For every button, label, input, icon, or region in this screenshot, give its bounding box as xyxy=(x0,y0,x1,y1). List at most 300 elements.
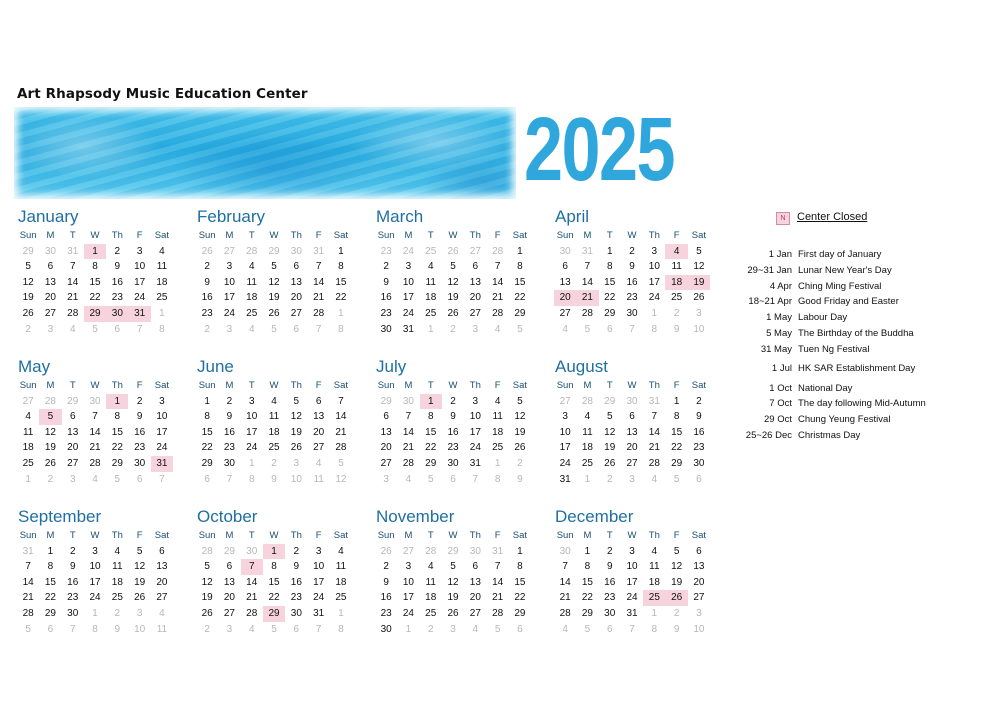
weekday-label: Th xyxy=(111,530,123,541)
weekday-label: Th xyxy=(469,380,481,391)
day-cell: 20 xyxy=(290,292,302,304)
day-cell: 21 xyxy=(246,592,258,604)
adjacent-month-day: 28 xyxy=(492,245,504,257)
day-cell: 17 xyxy=(313,576,325,588)
adjacent-month-day: 24 xyxy=(402,245,414,257)
day-cell: 21 xyxy=(559,592,571,604)
day-cell: 17 xyxy=(648,276,660,288)
day-cell: 4 xyxy=(114,545,121,557)
day-cell: 24 xyxy=(559,457,571,469)
weekday-label: M xyxy=(583,530,592,541)
day-cell: 9 xyxy=(383,576,389,588)
day-cell: 12 xyxy=(290,411,302,423)
weekday-label: T xyxy=(248,380,255,391)
month-title: July xyxy=(376,357,407,376)
day-cell: 31 xyxy=(559,473,571,485)
weekday-label: Th xyxy=(648,380,660,391)
day-cell: 29 xyxy=(514,607,526,619)
day-cell: 3 xyxy=(92,545,98,557)
weekday-label: Sun xyxy=(198,380,216,391)
holiday-name: Chung Yeung Festival xyxy=(798,414,891,426)
adjacent-month-day: 5 xyxy=(494,623,501,635)
day-cell: 25 xyxy=(156,292,168,304)
day-cell: 9 xyxy=(204,276,210,288)
day-cell: 13 xyxy=(313,411,325,423)
adjacent-month-day: 2 xyxy=(204,323,210,335)
day-cell: 10 xyxy=(223,276,235,288)
day-cell: 7 xyxy=(405,411,412,423)
weekday-label: T xyxy=(427,230,434,241)
week-row xyxy=(554,544,714,560)
adjacent-month-day: 6 xyxy=(114,323,121,335)
day-cell: 28 xyxy=(492,607,504,619)
day-cell: 14 xyxy=(246,576,258,588)
center-closed-marker: N xyxy=(776,212,790,225)
day-cell: 15 xyxy=(201,426,213,438)
day-cell: 24 xyxy=(469,442,481,454)
day-cell: 6 xyxy=(472,261,479,273)
day-cell: 23 xyxy=(626,292,638,304)
day-cell: 30 xyxy=(626,307,638,319)
day-cell: 3 xyxy=(405,261,412,273)
day-cell: 12 xyxy=(514,411,526,423)
adjacent-month-day: 5 xyxy=(114,473,121,485)
day-cell: 18 xyxy=(268,426,280,438)
closed-day: 1 xyxy=(263,544,285,560)
day-cell: 9 xyxy=(450,411,456,423)
weekday-header xyxy=(375,528,535,544)
adjacent-month-day: 2 xyxy=(25,323,31,335)
month-title: May xyxy=(18,357,51,376)
day-cell: 10 xyxy=(559,426,571,438)
weekday-label: Sun xyxy=(377,530,395,541)
day-cell: 10 xyxy=(402,276,414,288)
week-row xyxy=(196,456,356,472)
day-cell: 16 xyxy=(380,592,392,604)
day-cell: 3 xyxy=(136,245,143,257)
day-cell: 21 xyxy=(335,426,347,438)
adjacent-month-day: 8 xyxy=(338,623,344,635)
day-cell: 19 xyxy=(268,292,280,304)
day-cell: 30 xyxy=(447,457,459,469)
adjacent-month-day: 6 xyxy=(293,623,300,635)
day-cell: 27 xyxy=(469,607,481,619)
month-title: April xyxy=(555,207,590,226)
day-cell: 2 xyxy=(136,395,143,407)
day-cell: 1 xyxy=(204,395,210,407)
week-row xyxy=(554,394,714,410)
day-cell: 3 xyxy=(248,395,255,407)
month-november xyxy=(375,506,535,637)
weekday-label: M xyxy=(404,230,413,241)
day-cell: 17 xyxy=(134,276,146,288)
day-cell: 31 xyxy=(469,457,481,469)
weekday-label: T xyxy=(427,530,434,541)
adjacent-month-day: 30 xyxy=(290,245,302,257)
weekday-header xyxy=(375,228,535,244)
weekday-label: Sun xyxy=(198,230,216,241)
day-cell: 27 xyxy=(156,592,168,604)
week-row xyxy=(554,559,714,575)
week-row xyxy=(375,259,535,275)
day-cell: 9 xyxy=(383,276,389,288)
adjacent-month-day: 27 xyxy=(469,245,481,257)
day-cell: 28 xyxy=(246,607,258,619)
adjacent-month-day: 7 xyxy=(315,323,322,335)
day-cell: 7 xyxy=(69,261,76,273)
holiday-date: 1 Oct xyxy=(769,382,792,394)
holiday-name: The Birthday of the Buddha xyxy=(798,327,914,339)
day-cell: 31 xyxy=(626,607,638,619)
adjacent-month-day: 4 xyxy=(494,323,501,335)
day-cell: 5 xyxy=(271,261,277,273)
day-cell: 30 xyxy=(134,457,146,469)
day-cell: 30 xyxy=(380,323,392,335)
adjacent-month-day: 9 xyxy=(673,323,680,335)
week-row xyxy=(554,606,714,622)
week-row xyxy=(375,425,535,441)
week-row xyxy=(375,322,535,338)
adjacent-month-day: 9 xyxy=(114,623,121,635)
day-cell: 31 xyxy=(313,607,325,619)
day-cell: 8 xyxy=(204,411,210,423)
day-cell: 13 xyxy=(693,561,705,573)
adjacent-month-day: 28 xyxy=(201,545,213,557)
day-cell: 23 xyxy=(134,442,146,454)
day-cell: 27 xyxy=(44,307,56,319)
day-cell: 13 xyxy=(44,276,56,288)
adjacent-month-day: 7 xyxy=(629,323,635,335)
adjacent-month-day: 4 xyxy=(92,473,98,485)
week-row xyxy=(375,394,535,410)
day-cell: 18 xyxy=(425,592,437,604)
weekday-label: Sat xyxy=(691,380,707,391)
week-row xyxy=(375,409,535,425)
day-cell: 11 xyxy=(649,561,660,573)
day-cell: 29 xyxy=(514,307,526,319)
weekday-label: M xyxy=(46,530,55,541)
adjacent-month-day: 6 xyxy=(696,473,702,485)
week-row xyxy=(17,440,177,456)
year-title: 2025 xyxy=(524,100,674,200)
day-cell: 6 xyxy=(472,561,479,573)
day-cell: 4 xyxy=(584,411,591,423)
day-cell: 22 xyxy=(335,292,347,304)
adjacent-month-day: 9 xyxy=(673,623,680,635)
day-cell: 12 xyxy=(44,426,56,438)
day-cell: 5 xyxy=(673,545,680,557)
weekday-label: Sun xyxy=(377,230,395,241)
day-cell: 10 xyxy=(313,561,325,573)
adjacent-month-day: 30 xyxy=(559,245,571,257)
adjacent-month-day: 1 xyxy=(338,607,344,619)
day-cell: 9 xyxy=(293,561,300,573)
adjacent-month-day: 26 xyxy=(201,245,213,257)
holiday-date: 18~21 Apr xyxy=(748,296,792,308)
day-cell: 22 xyxy=(671,442,683,454)
week-row xyxy=(375,559,535,575)
weekday-label: W xyxy=(269,380,279,391)
day-cell: 17 xyxy=(559,442,571,454)
adjacent-month-day: 8 xyxy=(651,623,658,635)
adjacent-month-day: 30 xyxy=(246,545,258,557)
closed-day: 25 xyxy=(643,590,665,606)
adjacent-month-day: 2 xyxy=(517,457,523,469)
holiday-date: 29~31 Jan xyxy=(747,264,792,276)
holiday-date: 1 Jan xyxy=(768,249,792,260)
day-cell: 7 xyxy=(562,561,568,573)
month-june xyxy=(196,356,356,487)
holiday-date: 31 May xyxy=(760,343,792,355)
weekday-label: M xyxy=(404,530,413,541)
day-cell: 12 xyxy=(22,276,34,288)
day-cell: 22 xyxy=(268,592,280,604)
week-row xyxy=(554,425,714,441)
weekday-label: Sat xyxy=(691,530,707,541)
holiday-name: National Day xyxy=(798,382,853,394)
day-cell: 14 xyxy=(22,576,34,588)
day-cell: 7 xyxy=(315,261,322,273)
day-cell: 11 xyxy=(335,561,347,573)
day-cell: 18 xyxy=(111,576,123,588)
day-cell: 15 xyxy=(268,576,280,588)
weekday-label: F xyxy=(315,230,322,241)
adjacent-month-day: 30 xyxy=(626,395,638,407)
week-row xyxy=(375,590,535,606)
day-cell: 24 xyxy=(134,292,146,304)
day-cell: 28 xyxy=(89,457,101,469)
adjacent-month-day: 7 xyxy=(315,623,322,635)
weekday-label: Sun xyxy=(19,380,37,391)
day-cell: 4 xyxy=(25,411,31,423)
adjacent-month-day: 25 xyxy=(425,245,437,257)
day-cell: 3 xyxy=(472,395,479,407)
day-cell: 23 xyxy=(447,442,459,454)
week-row xyxy=(554,409,714,425)
weekday-label: W xyxy=(269,230,279,241)
day-cell: 2 xyxy=(226,395,233,407)
weekday-label: Th xyxy=(111,380,123,391)
holiday-row xyxy=(730,247,990,263)
day-cell: 26 xyxy=(201,607,213,619)
water-banner-image xyxy=(14,107,516,199)
adjacent-month-day: 2 xyxy=(271,457,277,469)
week-row xyxy=(554,456,714,472)
closed-day: 18 xyxy=(665,275,687,291)
closed-day: 29 xyxy=(84,306,106,322)
weekday-header xyxy=(196,378,356,394)
holiday-name: Labour Day xyxy=(798,312,848,324)
day-cell: 18 xyxy=(335,576,347,588)
weekday-label: Sun xyxy=(19,530,37,541)
day-cell: 26 xyxy=(514,442,526,454)
adjacent-month-day: 1 xyxy=(427,323,434,335)
weekday-label: T xyxy=(69,380,76,391)
day-cell: 2 xyxy=(629,245,635,257)
day-cell: 15 xyxy=(514,576,526,588)
day-cell: 13 xyxy=(626,426,638,438)
adjacent-month-day: 10 xyxy=(693,323,705,335)
weekday-label: F xyxy=(136,380,143,391)
month-december xyxy=(554,506,714,637)
adjacent-month-day: 2 xyxy=(427,623,434,635)
day-cell: 6 xyxy=(629,411,635,423)
week-row xyxy=(196,259,356,275)
month-october xyxy=(196,506,356,637)
day-cell: 10 xyxy=(134,261,146,273)
weekday-header xyxy=(554,228,714,244)
day-cell: 9 xyxy=(629,261,635,273)
week-row xyxy=(196,244,356,260)
day-cell: 2 xyxy=(696,395,702,407)
day-cell: 23 xyxy=(111,292,123,304)
adjacent-month-day: 4 xyxy=(315,457,322,469)
adjacent-month-day: 5 xyxy=(584,623,591,635)
day-cell: 18 xyxy=(246,292,258,304)
adjacent-month-day: 1 xyxy=(494,457,501,469)
day-cell: 13 xyxy=(290,276,302,288)
weekday-label: Sun xyxy=(19,230,37,241)
adjacent-month-day: 28 xyxy=(246,245,258,257)
adjacent-month-day: 30 xyxy=(469,545,481,557)
adjacent-month-day: 9 xyxy=(271,473,277,485)
adjacent-month-day: 2 xyxy=(606,473,613,485)
holiday-row xyxy=(730,428,990,444)
holiday-date: 4 Apr xyxy=(769,280,792,292)
day-cell: 24 xyxy=(402,607,414,619)
day-cell: 19 xyxy=(22,292,34,304)
day-cell: 20 xyxy=(223,592,235,604)
adjacent-month-day: 5 xyxy=(25,623,31,635)
week-row xyxy=(17,425,177,441)
day-cell: 27 xyxy=(559,307,571,319)
day-cell: 28 xyxy=(581,307,593,319)
adjacent-month-day: 4 xyxy=(562,323,568,335)
weekday-header xyxy=(196,228,356,244)
week-row xyxy=(375,575,535,591)
weekday-label: M xyxy=(583,230,592,241)
day-cell: 8 xyxy=(606,261,613,273)
day-cell: 28 xyxy=(492,307,504,319)
day-cell: 16 xyxy=(223,426,235,438)
day-cell: 9 xyxy=(114,261,121,273)
day-cell: 20 xyxy=(313,426,325,438)
closed-day: 31 xyxy=(128,306,150,322)
adjacent-month-day: 11 xyxy=(313,473,324,485)
adjacent-month-day: 1 xyxy=(92,607,98,619)
day-cell: 5 xyxy=(696,245,702,257)
adjacent-month-day: 5 xyxy=(427,473,434,485)
closed-day: 1 xyxy=(420,394,442,410)
day-cell: 3 xyxy=(315,545,322,557)
day-cell: 19 xyxy=(671,576,683,588)
day-cell: 12 xyxy=(671,561,683,573)
day-cell: 8 xyxy=(92,261,98,273)
adjacent-month-day: 3 xyxy=(69,473,76,485)
adjacent-month-day: 27 xyxy=(402,545,414,557)
day-cell: 14 xyxy=(89,426,101,438)
day-cell: 16 xyxy=(693,426,705,438)
day-cell: 7 xyxy=(494,561,501,573)
month-title: August xyxy=(555,357,608,376)
week-row xyxy=(17,456,177,472)
month-july xyxy=(375,356,535,487)
week-row xyxy=(554,472,714,488)
weekday-label: F xyxy=(494,380,501,391)
adjacent-month-day: 8 xyxy=(338,323,344,335)
holiday-name: The day following Mid-Autumn xyxy=(798,398,926,410)
adjacent-month-day: 29 xyxy=(268,245,280,257)
day-cell: 14 xyxy=(67,276,79,288)
adjacent-month-day: 4 xyxy=(405,473,412,485)
day-cell: 16 xyxy=(134,426,146,438)
weekday-label: M xyxy=(46,380,55,391)
adjacent-month-day: 8 xyxy=(248,473,255,485)
holiday-date: 25~26 Dec xyxy=(745,429,792,441)
adjacent-month-day: 1 xyxy=(405,623,412,635)
weekday-label: Sat xyxy=(333,530,349,541)
day-cell: 12 xyxy=(447,276,459,288)
day-cell: 11 xyxy=(425,276,436,288)
day-cell: 25 xyxy=(22,457,34,469)
month-title: December xyxy=(555,507,634,526)
adjacent-month-day: 8 xyxy=(159,323,165,335)
week-row xyxy=(554,440,714,456)
day-cell: 3 xyxy=(562,411,568,423)
day-cell: 27 xyxy=(290,307,302,319)
month-title: November xyxy=(376,507,455,526)
adjacent-month-day: 29 xyxy=(447,545,459,557)
day-cell: 24 xyxy=(648,292,660,304)
day-cell: 30 xyxy=(604,607,616,619)
adjacent-month-day: 7 xyxy=(136,323,143,335)
holiday-row xyxy=(730,294,990,310)
month-title: January xyxy=(18,207,79,226)
day-cell: 29 xyxy=(111,457,123,469)
adjacent-month-day: 5 xyxy=(584,323,591,335)
day-cell: 1 xyxy=(517,545,523,557)
day-cell: 11 xyxy=(246,276,257,288)
weekday-label: F xyxy=(494,530,501,541)
week-row xyxy=(196,559,356,575)
adjacent-month-day: 1 xyxy=(338,307,344,319)
adjacent-month-day: 30 xyxy=(89,395,101,407)
weekday-header xyxy=(196,528,356,544)
day-cell: 5 xyxy=(25,261,31,273)
adjacent-month-day: 28 xyxy=(425,545,437,557)
day-cell: 8 xyxy=(47,561,54,573)
day-cell: 5 xyxy=(450,561,456,573)
weekday-label: F xyxy=(136,230,143,241)
adjacent-month-day: 12 xyxy=(335,473,347,485)
day-cell: 22 xyxy=(514,292,526,304)
day-cell: 8 xyxy=(338,261,344,273)
adjacent-month-day: 31 xyxy=(648,395,660,407)
day-cell: 1 xyxy=(673,395,680,407)
day-cell: 12 xyxy=(604,426,616,438)
weekday-label: Sat xyxy=(333,230,349,241)
day-cell: 24 xyxy=(313,592,325,604)
day-cell: 25 xyxy=(425,307,437,319)
day-cell: 16 xyxy=(67,576,79,588)
day-cell: 24 xyxy=(156,442,168,454)
day-cell: 5 xyxy=(517,395,523,407)
day-cell: 11 xyxy=(268,411,280,423)
week-row xyxy=(17,306,177,322)
adjacent-month-day: 3 xyxy=(472,323,479,335)
adjacent-month-day: 7 xyxy=(159,473,165,485)
day-cell: 16 xyxy=(626,276,638,288)
